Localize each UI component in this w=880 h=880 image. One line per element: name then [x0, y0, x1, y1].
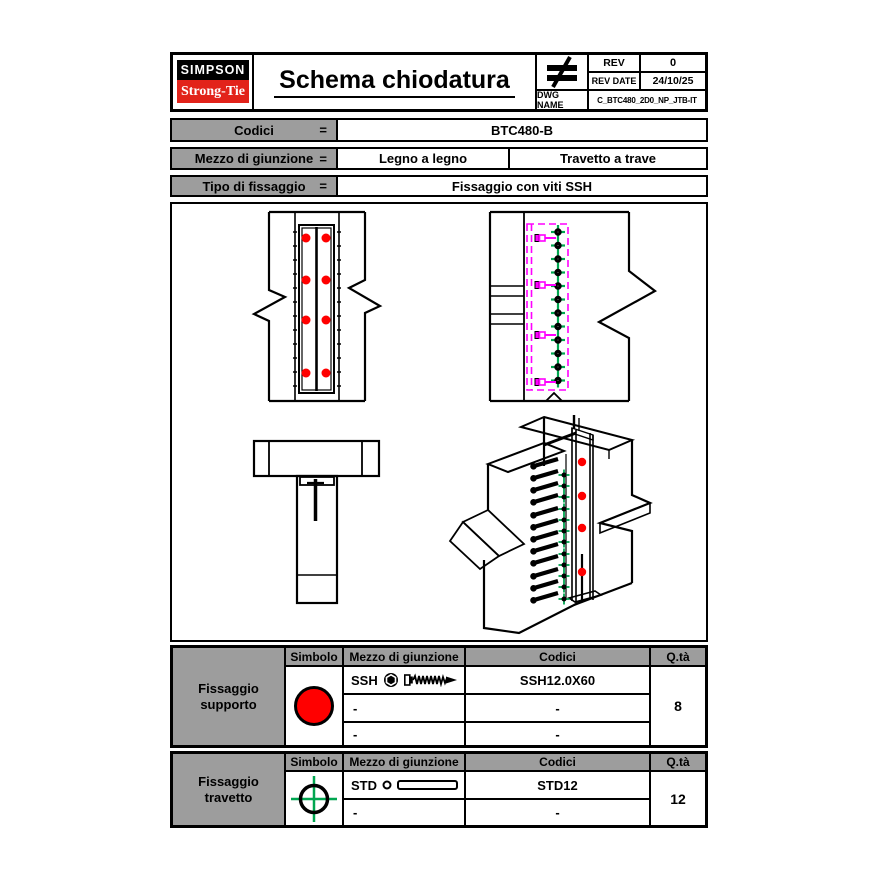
info-label-text: Tipo di fissaggio — [202, 178, 306, 194]
column-header-qta: Q.tà — [651, 648, 705, 667]
logo-cell — [173, 55, 254, 109]
not-equal-icon — [535, 55, 589, 91]
drawing-sheet — [170, 52, 708, 828]
info-label — [172, 149, 338, 168]
rev-date-label: REV DATE — [589, 73, 641, 91]
equals-sign: = — [319, 151, 327, 166]
fissaggio-supporto-table — [170, 645, 708, 748]
info-row-codici — [170, 118, 708, 142]
mezzo-cell: - — [344, 695, 466, 723]
mezzo-cell — [344, 772, 466, 800]
technical-drawings — [172, 204, 706, 640]
table-row-label: Fissaggio travetto — [173, 754, 286, 825]
rev-date-value: 24/10/25 — [641, 73, 705, 91]
mezzo-cell: - — [344, 723, 466, 745]
sheet-title-cell — [254, 55, 535, 109]
symbol-cell — [286, 772, 344, 825]
title-block — [170, 52, 708, 112]
pin-end-icon — [382, 780, 392, 790]
info-label-text: Mezzo di giunzione — [194, 151, 314, 166]
pin-side-icon — [397, 779, 459, 791]
column-header-codici: Codici — [466, 648, 651, 667]
column-header-mezzo: Mezzo di giunzione — [344, 648, 466, 667]
iso-std-nails — [559, 470, 570, 605]
info-label — [172, 177, 338, 195]
mezzo-cell: - — [344, 800, 466, 825]
simpson-strongtie-logo — [177, 60, 249, 103]
side-view — [490, 212, 655, 401]
fissaggio-travetto-table — [170, 751, 708, 828]
plan-view — [254, 441, 379, 603]
red-circle-icon — [294, 686, 334, 726]
info-value-right: Travetto a trave — [559, 151, 657, 166]
column-header-qta: Q.tà — [651, 754, 705, 772]
info-value: BTC480-B — [490, 122, 554, 138]
rev-label: REV — [589, 55, 641, 73]
hidden-connector-outline — [527, 224, 568, 390]
logo-strongtie: Strong-Tie — [177, 80, 249, 103]
column-header-mezzo: Mezzo di giunzione — [344, 754, 466, 772]
codice-cell: - — [466, 695, 651, 723]
table-row-label: Fissaggio supporto — [173, 648, 286, 745]
codice-cell: - — [466, 800, 651, 825]
equals-sign: = — [319, 122, 327, 138]
fastener-code-prefix: STD — [351, 777, 377, 793]
info-row-tipo — [170, 175, 708, 197]
codice-cell: SSH12.0X60 — [466, 667, 651, 695]
hex-socket-head-icon — [383, 672, 399, 688]
column-header-simbolo: Simbolo — [286, 648, 344, 667]
rev-value: 0 — [641, 55, 705, 73]
front-view — [254, 212, 380, 401]
iso-screws — [531, 459, 558, 603]
quantity-cell: 8 — [651, 667, 705, 745]
info-label — [172, 120, 338, 140]
logo-simpson: SIMPSON — [177, 60, 249, 80]
screw-side-icon — [404, 673, 458, 687]
dwg-name-label: DWG NAME — [535, 91, 589, 109]
dwg-name-value: C_BTC480_2D0_NP_JTB-IT — [597, 95, 697, 105]
equals-sign: = — [319, 178, 327, 194]
quantity-cell: 12 — [651, 772, 705, 825]
fastener-code-prefix: SSH — [351, 672, 378, 688]
ssh-screw-marks — [535, 235, 556, 386]
info-label-text: Codici — [234, 122, 274, 138]
page-title: Schema chiodatura — [274, 66, 515, 98]
info-value-left: Legno a legno — [338, 149, 510, 168]
symbol-cell — [286, 667, 344, 745]
codice-cell: - — [466, 723, 651, 745]
crosshair-icon — [291, 776, 337, 822]
info-row-mezzo — [170, 147, 708, 170]
column-header-simbolo: Simbolo — [286, 754, 344, 772]
info-value: Fissaggio con viti SSH — [451, 178, 593, 194]
codice-cell: STD12 — [466, 772, 651, 800]
std-nail-marks — [551, 225, 565, 388]
column-header-codici: Codici — [466, 754, 651, 772]
mezzo-cell — [344, 667, 466, 695]
drawing-area — [170, 202, 708, 642]
iso-view — [450, 415, 650, 633]
